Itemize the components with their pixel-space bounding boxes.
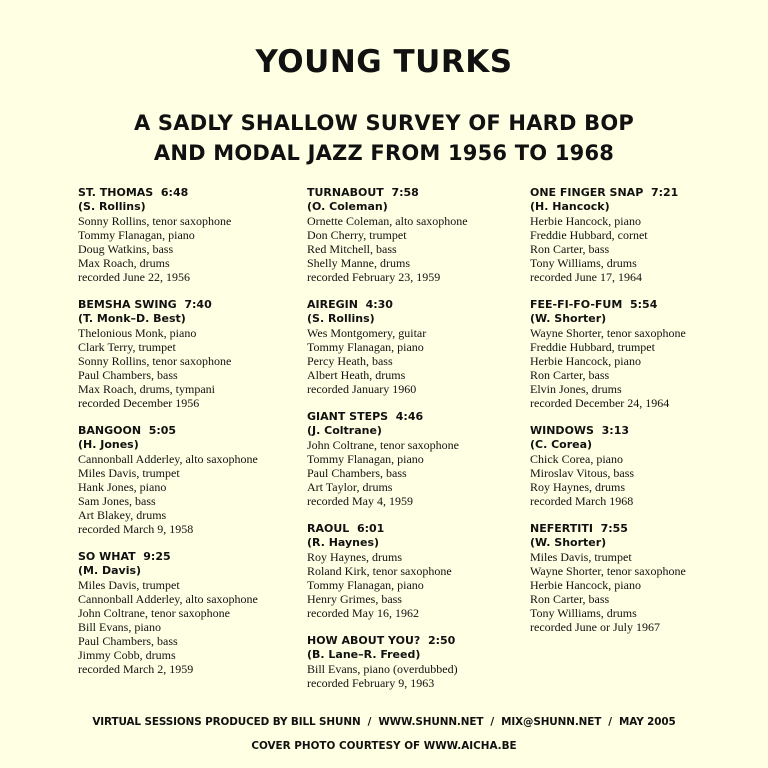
track-composer: (B. Lane–R. Freed) (307, 648, 421, 661)
track-entry (78, 424, 258, 536)
personnel-line: Sonny Rollins, tenor saxophone (78, 214, 232, 228)
track-heading (307, 634, 468, 648)
track-title: RAOUL (307, 522, 350, 535)
photo-credit-line: COVER PHOTO COURTESY OF WWW.AICHA.BE (251, 740, 517, 752)
track-entry (78, 550, 258, 676)
track-duration: 5:05 (148, 424, 177, 437)
track-heading (530, 424, 686, 438)
personnel-line: Miles Davis, trumpet (530, 550, 632, 564)
track-heading (78, 186, 258, 200)
personnel-line: Wayne Shorter, tenor saxophone (530, 564, 686, 578)
personnel-line: Hank Jones, piano (78, 480, 167, 494)
track-title: FEE-FI-FO-FUM (530, 298, 623, 311)
track-composer: (W. Shorter) (530, 536, 607, 549)
personnel-line: Miles Davis, trumpet (78, 466, 180, 480)
recording-date: recorded June 22, 1956 (78, 270, 190, 284)
album-title: YOUNG TURKS (255, 44, 513, 80)
personnel-line: Roland Kirk, tenor saxophone (307, 564, 452, 578)
personnel-line: Clark Terry, trumpet (78, 340, 176, 354)
personnel-line: Sam Jones, bass (78, 494, 156, 508)
credits-line: VIRTUAL SESSIONS PRODUCED BY BILL SHUNN / WWW.SHUNN.NET / MIX@SHUNN.NET / MAY 2005 (92, 716, 676, 728)
personnel-line: Wes Montgomery, guitar (307, 326, 427, 340)
track-entry (307, 186, 468, 284)
personnel-line: Bill Evans, piano (78, 620, 161, 634)
personnel-line: Art Blakey, drums (78, 508, 167, 522)
track-composer: (J. Coltrane) (307, 424, 382, 437)
personnel-line: Herbie Hancock, piano (530, 214, 641, 228)
personnel-line: Herbie Hancock, piano (530, 354, 641, 368)
track-composer: (C. Corea) (530, 438, 593, 451)
track-composer: (W. Shorter) (530, 312, 607, 325)
title-time-spacer (420, 634, 428, 647)
personnel-line: Ron Carter, bass (530, 242, 610, 256)
personnel-line: Tony Williams, drums (530, 256, 637, 270)
personnel-line: John Coltrane, tenor saxophone (307, 438, 459, 452)
personnel-line: Herbie Hancock, piano (530, 578, 641, 592)
personnel-line: Max Roach, drums, tympani (78, 382, 215, 396)
personnel-line: Albert Heath, drums (307, 368, 406, 382)
personnel-line: Jimmy Cobb, drums (78, 648, 176, 662)
title-time-spacer (643, 186, 651, 199)
track-title: GIANT STEPS (307, 410, 389, 423)
track-heading (530, 298, 686, 312)
personnel-line: Tommy Flanagan, piano (307, 340, 424, 354)
track-heading (530, 522, 686, 536)
title-time-spacer (622, 298, 630, 311)
personnel-line: Ron Carter, bass (530, 368, 610, 382)
personnel-line: Doug Watkins, bass (78, 242, 174, 256)
title-time-spacer (153, 186, 161, 199)
personnel-line: Miroslav Vitous, bass (530, 466, 635, 480)
track-duration: 9:25 (143, 550, 171, 563)
track-entry (530, 522, 686, 634)
track-composer: (T. Monk–D. Best) (78, 312, 186, 325)
track-composer: (H. Jones) (78, 438, 139, 451)
personnel-line: Freddie Hubbard, cornet (530, 228, 648, 242)
track-duration: 3:13 (601, 424, 630, 437)
track-title: BANGOON (78, 424, 142, 437)
title-time-spacer (349, 522, 357, 535)
track-title: AIREGIN (307, 298, 358, 311)
personnel-line: Roy Haynes, drums (530, 480, 625, 494)
track-heading (78, 550, 258, 564)
track-duration: 4:46 (395, 410, 424, 423)
track-column-2 (307, 186, 468, 704)
recording-date: recorded December 1956 (78, 396, 200, 410)
track-entry (307, 410, 468, 508)
track-heading (530, 186, 686, 200)
personnel-line: Sonny Rollins, tenor saxophone (78, 354, 232, 368)
recording-date: recorded March 9, 1958 (78, 522, 194, 536)
track-entry (530, 298, 686, 410)
personnel-line: Shelly Manne, drums (307, 256, 410, 270)
personnel-line: Art Taylor, drums (307, 480, 393, 494)
personnel-line: Tommy Flanagan, piano (78, 228, 195, 242)
track-heading (307, 410, 468, 424)
track-composer: (S. Rollins) (78, 200, 146, 213)
track-title: HOW ABOUT YOU? (307, 634, 421, 647)
recording-date: recorded June 17, 1964 (530, 270, 642, 284)
track-heading (78, 298, 258, 312)
personnel-line: Tony Williams, drums (530, 606, 637, 620)
personnel-line: Max Roach, drums (78, 256, 170, 270)
personnel-line: John Coltrane, tenor saxophone (78, 606, 230, 620)
title-time-spacer (358, 298, 366, 311)
track-duration: 4:30 (365, 298, 393, 311)
subtitle-line-1: A SADLY SHALLOW SURVEY OF HARD BOP (133, 111, 635, 135)
track-entry (78, 186, 258, 284)
personnel-line: Bill Evans, piano (overdubbed) (307, 662, 458, 676)
track-title: ST. THOMAS (78, 186, 154, 199)
personnel-line: Thelonious Monk, piano (78, 326, 197, 340)
personnel-line: Wayne Shorter, tenor saxophone (530, 326, 686, 340)
track-composer: (R. Haynes) (307, 536, 380, 549)
track-column-1 (78, 186, 258, 690)
personnel-line: Ron Carter, bass (530, 592, 610, 606)
personnel-line: Roy Haynes, drums (307, 550, 402, 564)
personnel-line: Elvin Jones, drums (530, 382, 622, 396)
recording-date: recorded December 24, 1964 (530, 396, 670, 410)
personnel-line: Cannonball Adderley, alto saxophone (78, 452, 258, 466)
track-title: TURNABOUT (307, 186, 384, 199)
track-column-3 (530, 186, 686, 648)
recording-date: recorded February 23, 1959 (307, 270, 441, 284)
personnel-line: Freddie Hubbard, trumpet (530, 340, 655, 354)
personnel-line: Miles Davis, trumpet (78, 578, 180, 592)
personnel-line: Paul Chambers, bass (307, 466, 407, 480)
personnel-line: Tommy Flanagan, piano (307, 578, 424, 592)
track-heading (307, 298, 468, 312)
track-composer: (O. Coleman) (307, 200, 388, 213)
track-duration: 6:01 (356, 522, 385, 535)
track-title: SO WHAT (78, 550, 136, 563)
title-time-spacer (594, 424, 602, 437)
personnel-line: Tommy Flanagan, piano (307, 452, 424, 466)
recording-date: recorded May 16, 1962 (307, 606, 419, 620)
track-heading (307, 522, 468, 536)
track-entry (530, 424, 686, 508)
track-composer: (S. Rollins) (307, 312, 375, 325)
album-subtitle (0, 108, 768, 168)
personnel-line: Cannonball Adderley, alto saxophone (78, 592, 258, 606)
personnel-line: Paul Chambers, bass (78, 368, 178, 382)
recording-date: recorded May 4, 1959 (307, 494, 413, 508)
track-duration: 7:21 (650, 186, 679, 199)
recording-date: recorded February 9, 1963 (307, 676, 435, 690)
recording-date: recorded June or July 1967 (530, 620, 660, 634)
track-entry (307, 298, 468, 396)
track-composer: (H. Hancock) (530, 200, 610, 213)
track-entry (307, 634, 468, 690)
personnel-line: Chick Corea, piano (530, 452, 623, 466)
track-entry (78, 298, 258, 410)
personnel-line: Percy Heath, bass (307, 354, 393, 368)
track-title: NEFERTITI (530, 522, 593, 535)
track-title: ONE FINGER SNAP (530, 186, 644, 199)
track-composer: (M. Davis) (78, 564, 142, 577)
personnel-line: Henry Grimes, bass (307, 592, 402, 606)
personnel-line: Ornette Coleman, alto saxophone (307, 214, 468, 228)
recording-date: recorded March 1968 (530, 494, 634, 508)
track-heading (307, 186, 468, 200)
personnel-line: Don Cherry, trumpet (307, 228, 407, 242)
track-title: WINDOWS (530, 424, 594, 437)
track-entry (307, 522, 468, 620)
track-duration: 2:50 (427, 634, 456, 647)
track-duration: 6:48 (160, 186, 189, 199)
track-heading (78, 424, 258, 438)
personnel-line: Paul Chambers, bass (78, 634, 178, 648)
personnel-line: Red Mitchell, bass (307, 242, 397, 256)
recording-date: recorded January 1960 (307, 382, 417, 396)
track-duration: 5:54 (629, 298, 658, 311)
recording-date: recorded March 2, 1959 (78, 662, 194, 676)
track-title: BEMSHA SWING (78, 298, 177, 311)
track-entry (530, 186, 686, 284)
title-time-spacer (593, 522, 601, 535)
subtitle-line-2: AND MODAL JAZZ FROM 1956 TO 1968 (153, 141, 615, 165)
track-duration: 7:58 (391, 186, 419, 199)
title-time-spacer (141, 424, 149, 437)
track-duration: 7:40 (184, 298, 212, 311)
track-duration: 7:55 (600, 522, 628, 535)
title-time-spacer (388, 410, 396, 423)
